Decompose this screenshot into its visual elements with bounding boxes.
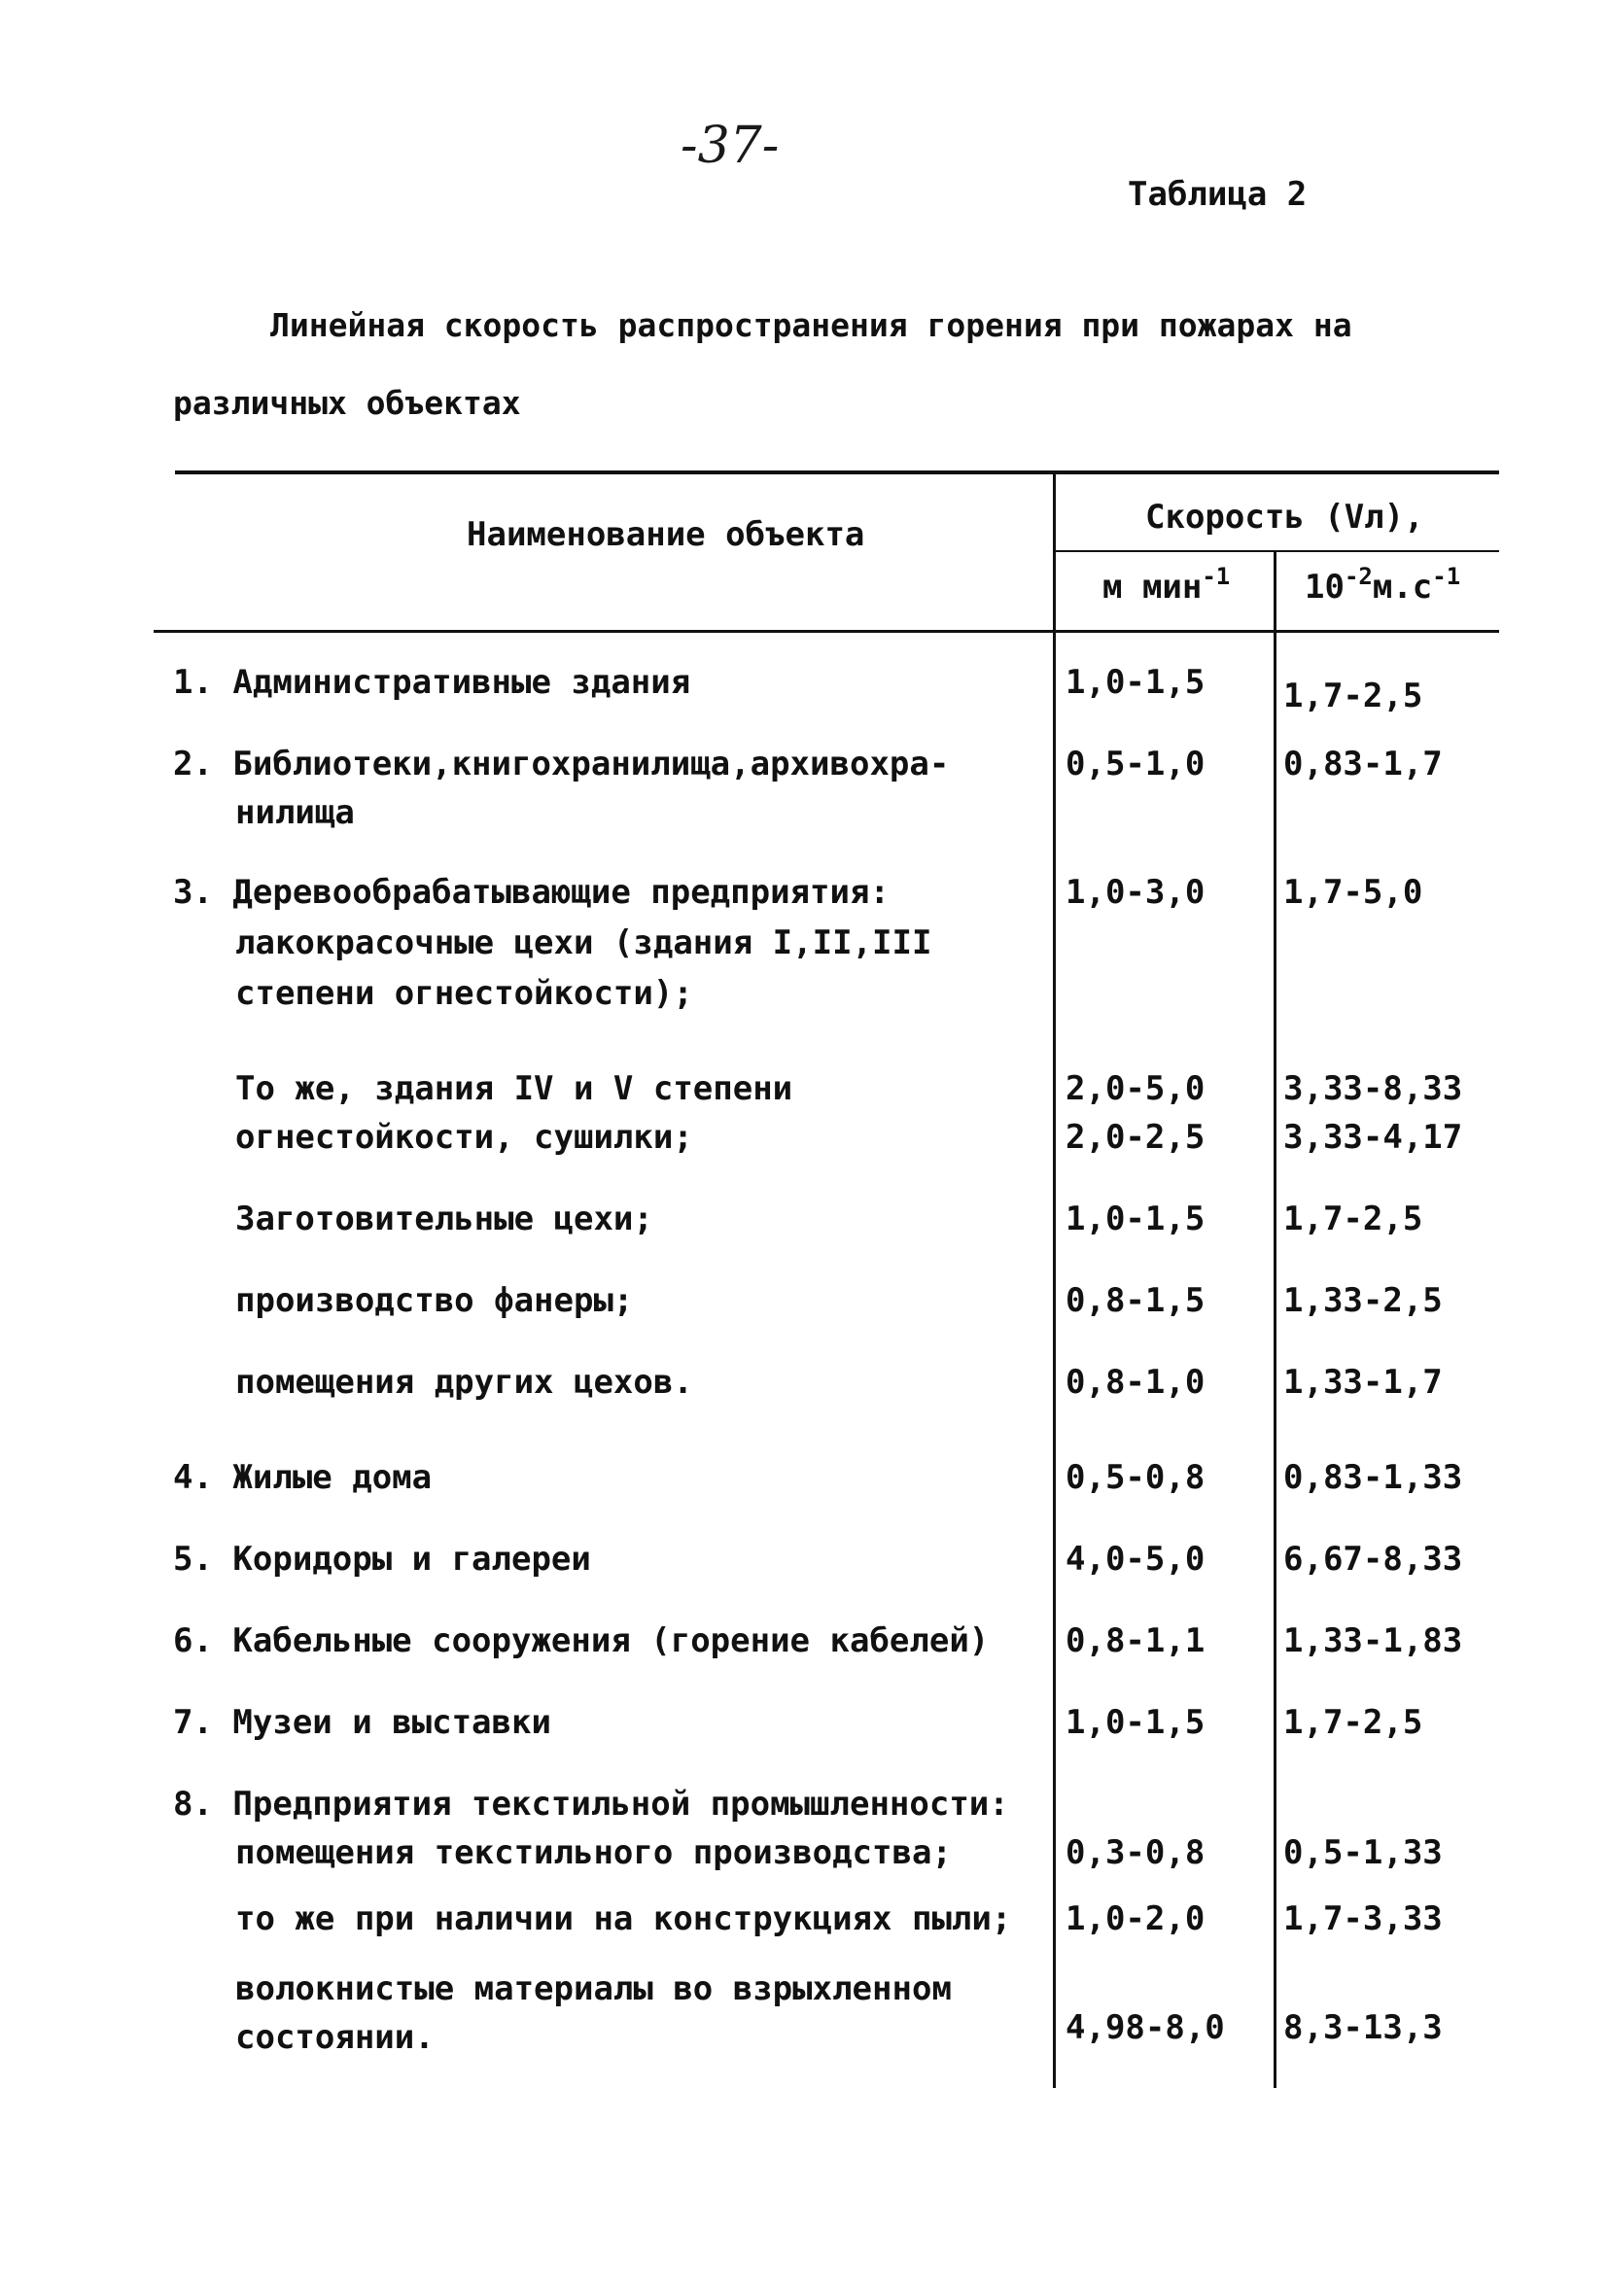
- row-8-speed-m-min: 0,5-0,8: [1066, 1458, 1206, 1497]
- row-3-name-line-1: 3. Деревообрабатывающие предприятия:: [173, 873, 890, 912]
- row-14-speed-m-s: 8,3-13,3: [1283, 2008, 1443, 2047]
- table-caption: Линейная скорость распространения горения при пожарах на различных объектах: [173, 306, 1352, 422]
- row-7-speed-m-min: 0,8-1,0: [1066, 1363, 1206, 1402]
- row-4-name-line-1: То же, здания IV и V степени: [235, 1069, 793, 1108]
- row-4-speed-m-s-2: 3,33-4,17: [1283, 1118, 1463, 1157]
- row-2-name-line-2: нилища: [235, 793, 355, 832]
- row-12-name-line-2: помещения текстильного производства;: [235, 1833, 952, 1872]
- row-11-speed-m-min: 1,0-1,5: [1066, 1703, 1206, 1742]
- column-divider-left: [1053, 474, 1056, 2088]
- row-7-name-line-1: помещения других цехов.: [235, 1363, 693, 1402]
- row-12-name-line-1: 8. Предприятия текстильной промышленности:: [173, 1785, 1009, 1824]
- unit-base: м мин: [1102, 568, 1203, 607]
- row-4-name-line-2: огнестойкости, сушилки;: [235, 1118, 693, 1157]
- row-8-speed-m-s: 0,83-1,33: [1283, 1458, 1463, 1497]
- header-unit-m-per-min: [1102, 564, 1230, 613]
- row-9-name-line-1: 5. Коридоры и галереи: [173, 1540, 591, 1579]
- row-13-speed-m-s: 1,7-3,33: [1283, 1899, 1443, 1938]
- row-11-speed-m-s: 1,7-2,5: [1283, 1703, 1423, 1742]
- unit-exponent: -2: [1344, 563, 1373, 590]
- table-top-rule: [175, 470, 1499, 474]
- row-3-speed-m-s: 1,7-5,0: [1283, 873, 1423, 912]
- row-6-speed-m-min: 0,8-1,5: [1066, 1281, 1206, 1320]
- row-10-name-line-1: 6. Кабельные сооружения (горение кабелей): [173, 1621, 990, 1660]
- row-9-speed-m-s: 6,67-8,33: [1283, 1540, 1463, 1579]
- row-4-speed-m-s-1: 3,33-8,33: [1283, 1069, 1463, 1108]
- column-divider-right: [1274, 550, 1276, 2088]
- row-11-name-line-1: 7. Музеи и выставки: [173, 1703, 551, 1742]
- row-5-name-line-1: Заготовительные цехи;: [235, 1200, 653, 1238]
- row-14-name-line-1: волокнистые материалы во взрыхленном: [235, 1969, 952, 2008]
- row-13-name-line-1: то же при наличии на конструкциях пыли;: [235, 1899, 1012, 1938]
- header-speed: Скорость (Vл),: [1145, 498, 1424, 537]
- header-unit-m-per-s: [1305, 564, 1460, 613]
- header-bottom-rule: [154, 630, 1499, 633]
- row-3-speed-m-min: 1,0-3,0: [1066, 873, 1206, 912]
- unit-base: 10: [1305, 568, 1345, 607]
- row-4-speed-m-min-1: 2,0-5,0: [1066, 1069, 1206, 1108]
- row-2-name-line-1: 2. Библиотеки,книгохранилища,архивохра-: [173, 745, 950, 783]
- row-8-name-line-1: 4. Жилые дома: [173, 1458, 433, 1497]
- row-5-speed-m-s: 1,7-2,5: [1283, 1200, 1423, 1238]
- page-number: -37-: [681, 117, 780, 175]
- unit-exponent: -1: [1202, 563, 1231, 590]
- unit-mid: м.с: [1372, 568, 1433, 607]
- row-14-name-line-2: состоянии.: [235, 2018, 435, 2057]
- table-label: Таблица 2: [1128, 175, 1308, 214]
- row-12-speed-m-s: 0,5-1,33: [1283, 1833, 1443, 1872]
- row-3-name-line-2: лакокрасочные цехи (здания I,II,III: [235, 923, 932, 962]
- row-1-speed-m-min: 1,0-1,5: [1066, 663, 1206, 702]
- speed-subheader-rule: [1054, 550, 1499, 552]
- row-14-speed-m-min: 4,98-8,0: [1066, 2008, 1225, 2047]
- header-object-name: Наименование объекта: [467, 515, 865, 554]
- row-12-speed-m-min: 0,3-0,8: [1066, 1833, 1206, 1872]
- row-2-speed-m-s: 0,83-1,7: [1283, 745, 1443, 783]
- row-9-speed-m-min: 4,0-5,0: [1066, 1540, 1206, 1579]
- row-6-speed-m-s: 1,33-2,5: [1283, 1281, 1443, 1320]
- row-3-name-line-3: степени огнестойкости);: [235, 974, 693, 1013]
- row-1-speed-m-s: 1,7-2,5: [1283, 677, 1423, 715]
- row-7-speed-m-s: 1,33-1,7: [1283, 1363, 1443, 1402]
- unit-exponent: -1: [1432, 563, 1461, 590]
- row-1-name-line-1: 1. Административные здания: [173, 663, 691, 702]
- row-6-name-line-1: производство фанеры;: [235, 1281, 634, 1320]
- row-13-speed-m-min: 1,0-2,0: [1066, 1899, 1206, 1938]
- row-10-speed-m-min: 0,8-1,1: [1066, 1621, 1206, 1660]
- row-2-speed-m-min: 0,5-1,0: [1066, 745, 1206, 783]
- row-4-speed-m-min-2: 2,0-2,5: [1066, 1118, 1206, 1157]
- row-5-speed-m-min: 1,0-1,5: [1066, 1200, 1206, 1238]
- row-10-speed-m-s: 1,33-1,83: [1283, 1621, 1463, 1660]
